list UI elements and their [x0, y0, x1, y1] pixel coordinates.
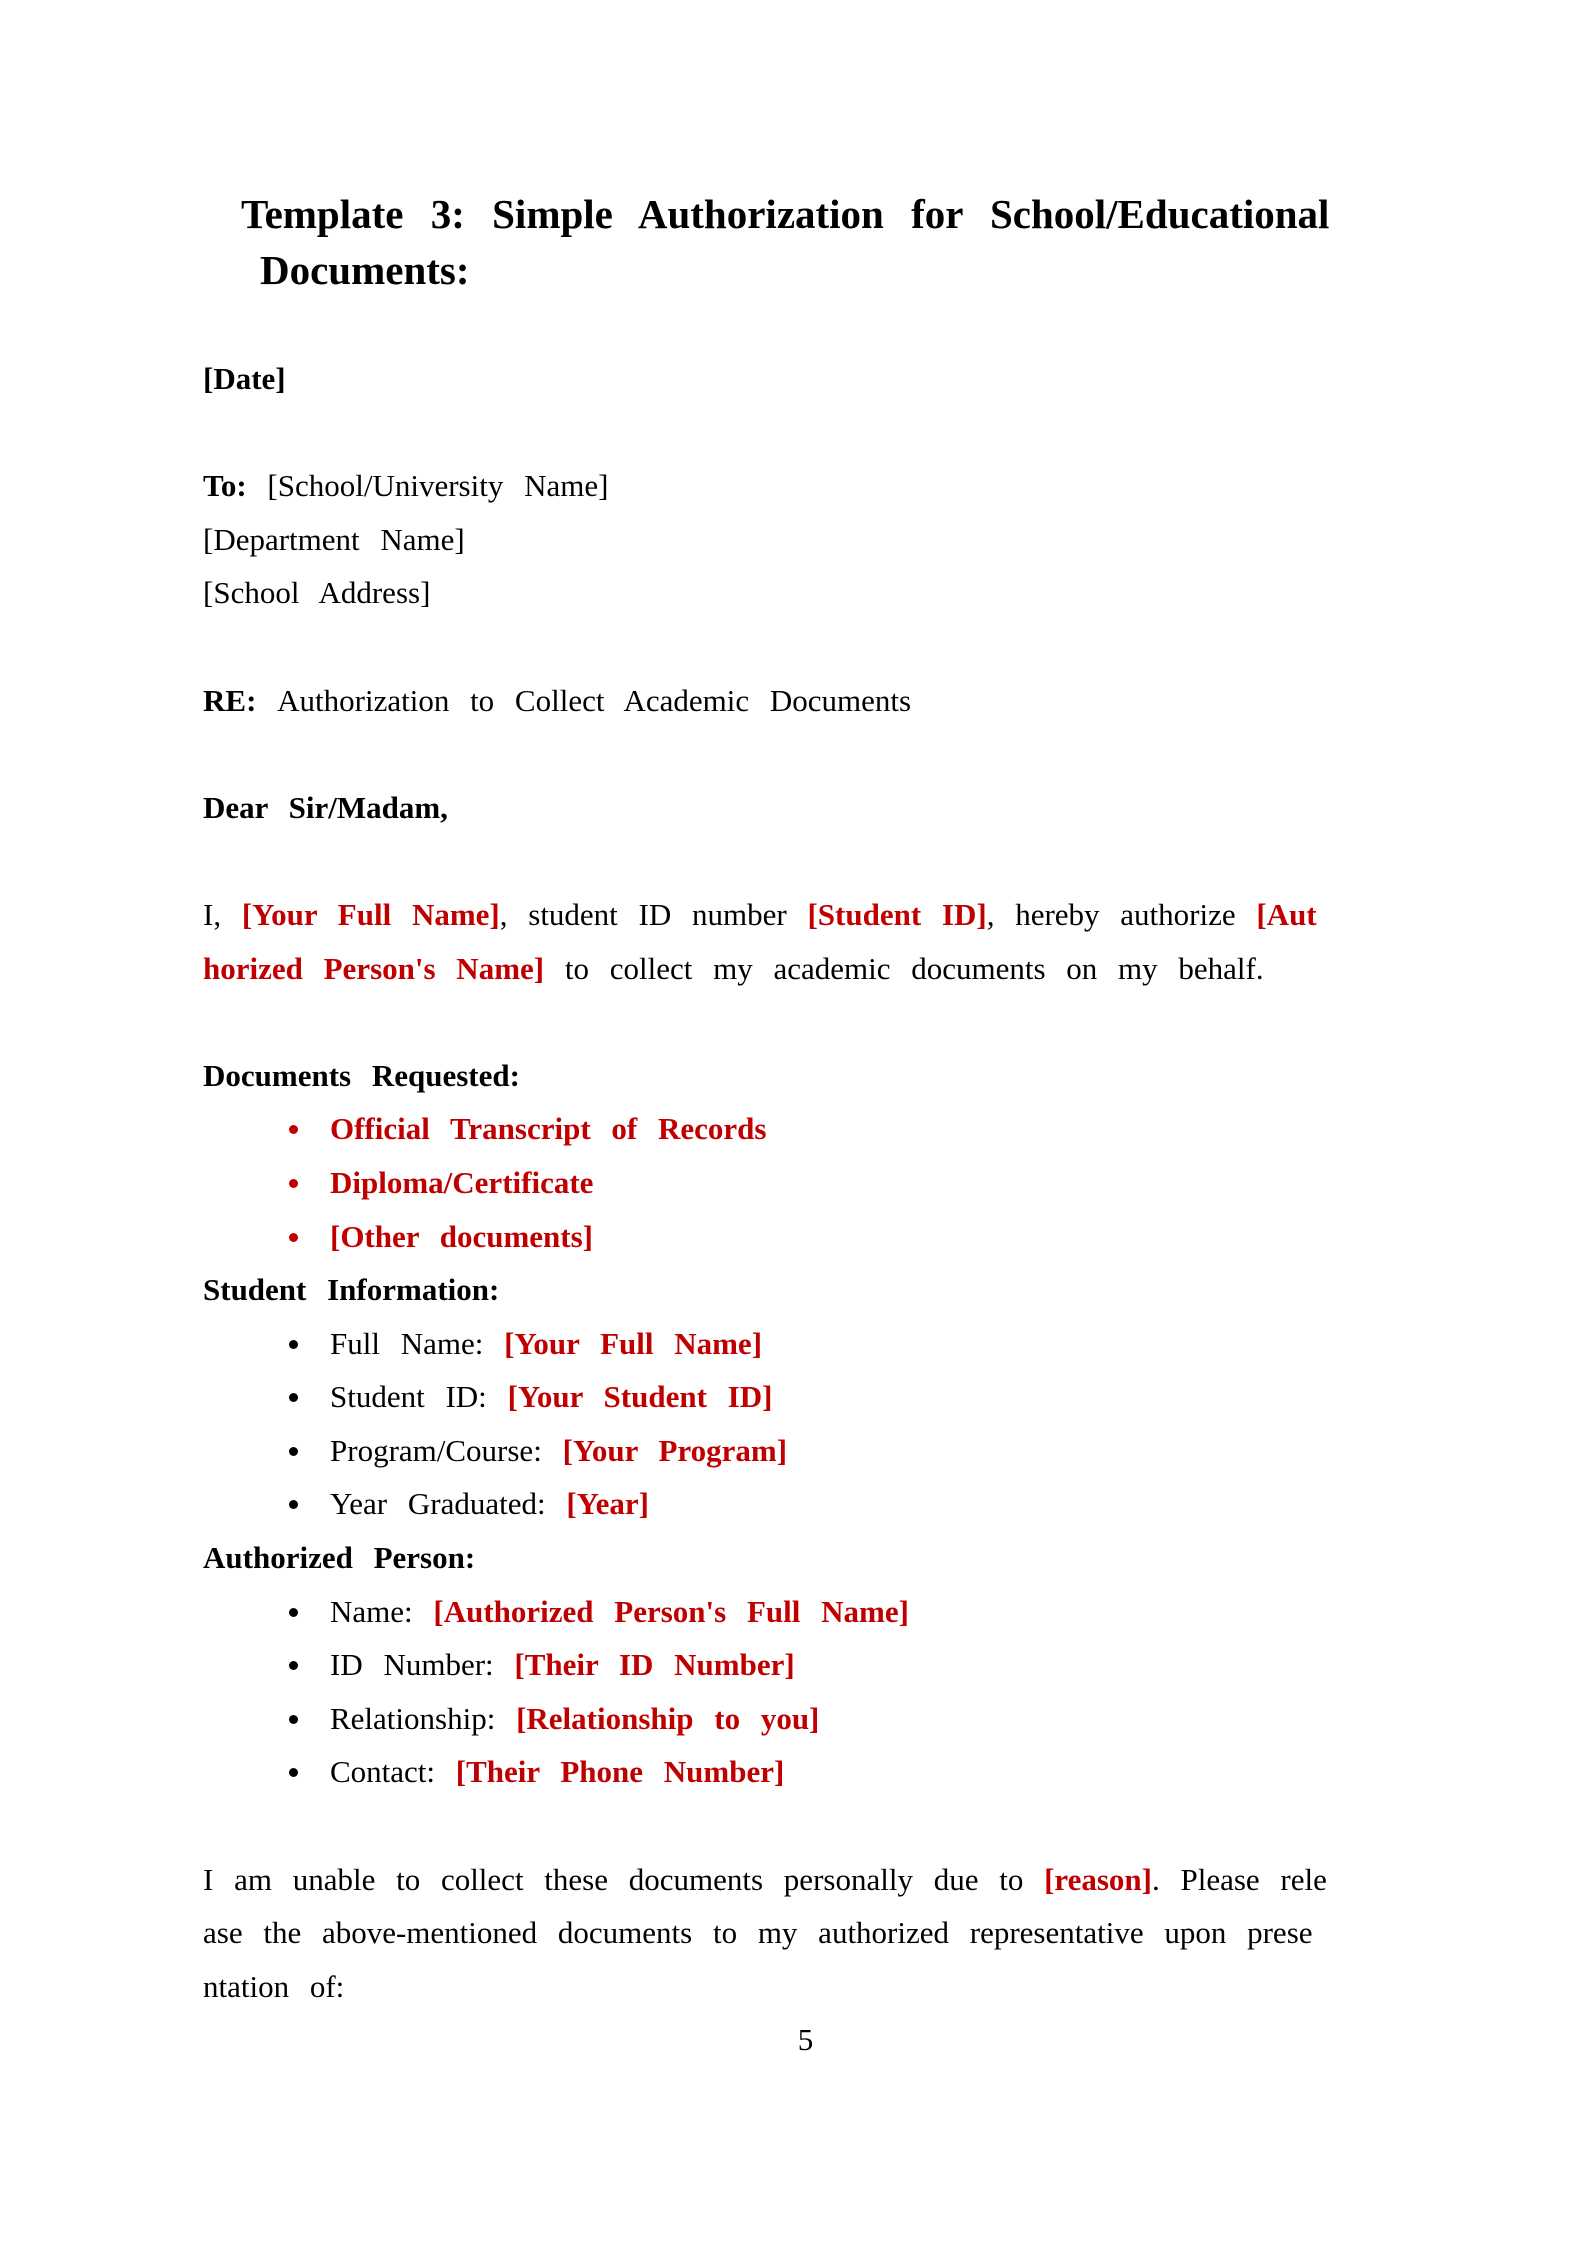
blank-line: [203, 727, 1408, 781]
closing-line-3: ntation of:: [203, 1968, 345, 2004]
re-label: RE:: [203, 682, 278, 718]
subject-text: Authorization to Collect Academic Documents: [277, 682, 912, 718]
authorized-person-heading: Authorized Person:: [203, 1540, 476, 1576]
intro-line-1: [203, 888, 1408, 942]
intro-text: , hereby authorize: [986, 896, 1257, 932]
bullet-icon: [289, 1768, 298, 1777]
bullet-icon: [289, 1608, 298, 1617]
student-information-heading: Student Information:: [203, 1272, 500, 1308]
bullet-icon: [289, 1340, 298, 1349]
blank-line: [203, 1799, 1408, 1853]
recipient-department-line: [Department Name]: [203, 521, 465, 557]
document-item-text: Diploma/Certificate: [330, 1164, 594, 1200]
item-label: ID Number:: [330, 1647, 515, 1683]
list-item: [203, 1585, 1408, 1639]
item-label: Full Name:: [330, 1325, 505, 1361]
list-item: [203, 1317, 1408, 1371]
blank-line: [203, 834, 1408, 888]
document-title: [203, 186, 1408, 298]
bullet-icon: [289, 1179, 298, 1188]
item-value: [Year]: [566, 1486, 649, 1522]
closing-paragraph: [203, 1853, 1408, 2014]
bullet-icon: [289, 1393, 298, 1402]
item-value: [Their ID Number]: [514, 1647, 795, 1683]
list-item: [203, 1745, 1408, 1799]
title-line-1: Template 3: Simple Authorization for School/Educational: [241, 191, 1330, 237]
item-label: Student ID:: [330, 1379, 508, 1415]
list-item: [203, 1370, 1408, 1424]
list-item: [203, 1638, 1408, 1692]
blank-line: [203, 406, 1408, 460]
bullet-icon: [289, 1715, 298, 1724]
intro-text: to collect my academic documents on my behalf.: [544, 950, 1264, 986]
list-item: [203, 1210, 1408, 1264]
closing-text: I am unable to collect these documents personally due to: [203, 1861, 1045, 1897]
recipient-to-line: [203, 459, 1408, 513]
list-item: [203, 1102, 1408, 1156]
authorized-person-placeholder-part2: horized Person's Name]: [203, 950, 545, 986]
item-value: [Your Full Name]: [504, 1325, 763, 1361]
item-label: Year Graduated:: [330, 1486, 567, 1522]
to-label: To:: [203, 468, 268, 504]
list-item: [203, 1477, 1408, 1531]
recipient-block: [203, 459, 1408, 620]
date-placeholder: [Date]: [203, 361, 286, 396]
your-full-name-placeholder: [Your Full Name]: [241, 896, 500, 932]
list-item: [203, 1156, 1408, 1210]
closing-line-2: ase the above-mentioned documents to my authorized representative upon prese: [203, 1915, 1313, 1951]
item-label: Relationship:: [330, 1700, 517, 1736]
item-label: Name:: [330, 1593, 434, 1629]
authorized-person-list: [203, 1585, 1408, 1799]
document-item-text: Official Transcript of Records: [330, 1111, 767, 1147]
page-number: 5: [797, 2022, 814, 2058]
item-value: [Authorized Person's Full Name]: [433, 1593, 909, 1629]
bullet-icon: [289, 1500, 298, 1509]
bullet-icon: [289, 1125, 298, 1134]
documents-requested-heading: Documents Requested:: [203, 1057, 520, 1093]
intro-text: I,: [203, 896, 242, 932]
school-name-placeholder: [School/University Name]: [267, 468, 609, 504]
document-content: [203, 186, 1408, 2067]
closing-line-1: [203, 1853, 1408, 1907]
salutation: Dear Sir/Madam,: [203, 789, 448, 825]
list-item: [203, 1692, 1408, 1746]
item-label: Contact:: [330, 1754, 456, 1790]
title-line-2: Documents:: [260, 247, 470, 293]
blank-line: [203, 620, 1408, 674]
intro-text: , student ID number: [499, 896, 808, 932]
document-item-text: [Other documents]: [330, 1218, 593, 1254]
bullet-icon: [289, 1233, 298, 1242]
intro-line-2: [203, 942, 1408, 996]
reason-placeholder: [reason]: [1044, 1861, 1152, 1897]
item-value: [Your Student ID]: [507, 1379, 773, 1415]
blank-line: [203, 995, 1408, 1049]
intro-paragraph: [203, 888, 1408, 995]
list-item: [203, 1424, 1408, 1478]
closing-text: . Please rele: [1151, 1861, 1327, 1897]
bullet-icon: [289, 1661, 298, 1670]
item-label: Program/Course:: [330, 1432, 563, 1468]
bullet-icon: [289, 1447, 298, 1456]
recipient-address-line: [School Address]: [203, 575, 431, 611]
student-information-list: [203, 1317, 1408, 1531]
documents-requested-list: [203, 1102, 1408, 1263]
student-id-placeholder: [Student ID]: [807, 896, 987, 932]
item-value: [Relationship to you]: [516, 1700, 820, 1736]
item-value: [Their Phone Number]: [455, 1754, 785, 1790]
authorized-person-placeholder-part1: [Aut: [1256, 896, 1317, 932]
item-value: [Your Program]: [562, 1432, 788, 1468]
subject-line: [203, 674, 1408, 728]
